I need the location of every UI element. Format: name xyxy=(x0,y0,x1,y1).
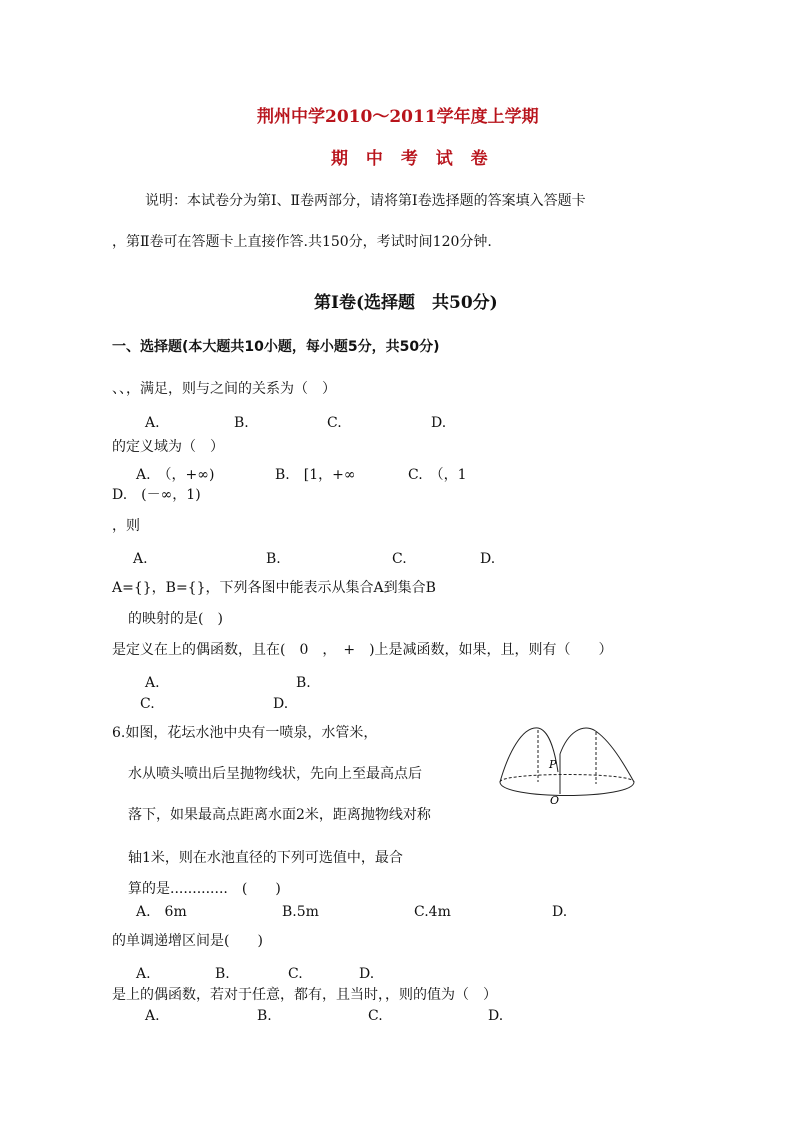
q3-option-a: A. xyxy=(133,551,148,567)
q2-stem: 的定义域为（ ） xyxy=(112,439,224,455)
section-heading: 一、选择题(本大题共10小题，每小题5分，共50分) xyxy=(112,339,440,355)
right-parabola xyxy=(560,728,634,782)
q7-option-d: D. xyxy=(359,966,375,982)
q5-option-c: C. xyxy=(140,696,155,712)
q7-option-a: A. xyxy=(136,966,151,982)
q5-stem: 是定义在上的偶函数，且在( 0 ， + )上是减函数，如果，且，则有（ ） xyxy=(112,642,613,658)
label-p: P xyxy=(549,758,557,771)
instructions-line1: 说明：本试卷分为第Ⅰ、Ⅱ卷两部分，请将第Ⅰ卷选择题的答案填入答题卡 xyxy=(145,193,586,209)
q3-stem: ，则 xyxy=(112,518,140,534)
q4-stem-line2: 的映射的是( ) xyxy=(128,611,223,627)
q5-option-d: D. xyxy=(273,696,289,712)
q6-option-b: B.5m xyxy=(282,904,319,920)
q8-option-a: A. xyxy=(145,1008,160,1024)
q5-option-b: B. xyxy=(296,675,311,691)
q4-stem-line1: A={}，B={}，下列各图中能表示从集合A到集合B xyxy=(112,580,436,596)
q2-option-d: D. (－∞，1) xyxy=(112,487,201,503)
pool-rim-front xyxy=(500,782,634,796)
q5-option-a: A. xyxy=(145,675,160,691)
instructions-line2: ，第Ⅱ卷可在答题卡上直接作答.共150分，考试时间120分钟. xyxy=(112,234,492,250)
q6-option-c: C.4m xyxy=(414,904,451,920)
q3-option-c: C. xyxy=(392,551,407,567)
q6-option-d: D. xyxy=(552,904,568,920)
q6-line1: 6.如图，花坛水池中央有一喷泉，水管米， xyxy=(112,725,378,741)
q6-line4: 轴1米，则在水池直径的下列可选值中，最合 xyxy=(128,850,403,866)
q3-option-b: B. xyxy=(266,551,281,567)
q2-option-a: A. （，+∞) xyxy=(136,467,215,483)
q1-option-b: B. xyxy=(234,415,249,431)
q1-option-a: A. xyxy=(145,415,160,431)
fountain-figure xyxy=(486,724,648,808)
q6-line2: 水从喷头喷出后呈抛物线状，先向上至最高点后 xyxy=(128,766,422,782)
q2-option-c: C. （，1 xyxy=(408,467,467,483)
q7-option-c: C. xyxy=(288,966,303,982)
q6-option-a: A. 6m xyxy=(136,904,187,920)
q8-option-b: B. xyxy=(257,1008,272,1024)
q6-line3: 落下，如果最高点距离水面2米，距离抛物线对称 xyxy=(128,807,431,823)
q1-stem: 、、，满足，则与之间的关系为（ ） xyxy=(112,381,336,397)
q6-line5: 算的是............. ( ) xyxy=(128,881,281,897)
q8-option-d: D. xyxy=(488,1008,504,1024)
school-title: 荆州中学2010～2011学年度上学期 xyxy=(257,107,539,127)
exam-title: 期 中 考 试 卷 xyxy=(331,149,494,169)
q7-stem: 的单调递增区间是( ) xyxy=(112,933,263,949)
q1-option-d: D. xyxy=(431,415,447,431)
q3-option-d: D. xyxy=(480,551,496,567)
q8-stem: 是上的偶函数，若对于任意，都有，且当时，，则的值为（ ） xyxy=(112,987,497,1003)
label-o: O xyxy=(550,794,560,807)
q8-option-c: C. xyxy=(368,1008,383,1024)
q7-option-b: B. xyxy=(215,966,230,982)
pool-rim-back xyxy=(500,775,634,783)
q2-option-b: B. [1，+∞ xyxy=(275,467,356,483)
q1-option-c: C. xyxy=(327,415,342,431)
left-parabola xyxy=(500,728,558,782)
part1-title: 第Ⅰ卷(选择题 共50分) xyxy=(314,293,498,313)
